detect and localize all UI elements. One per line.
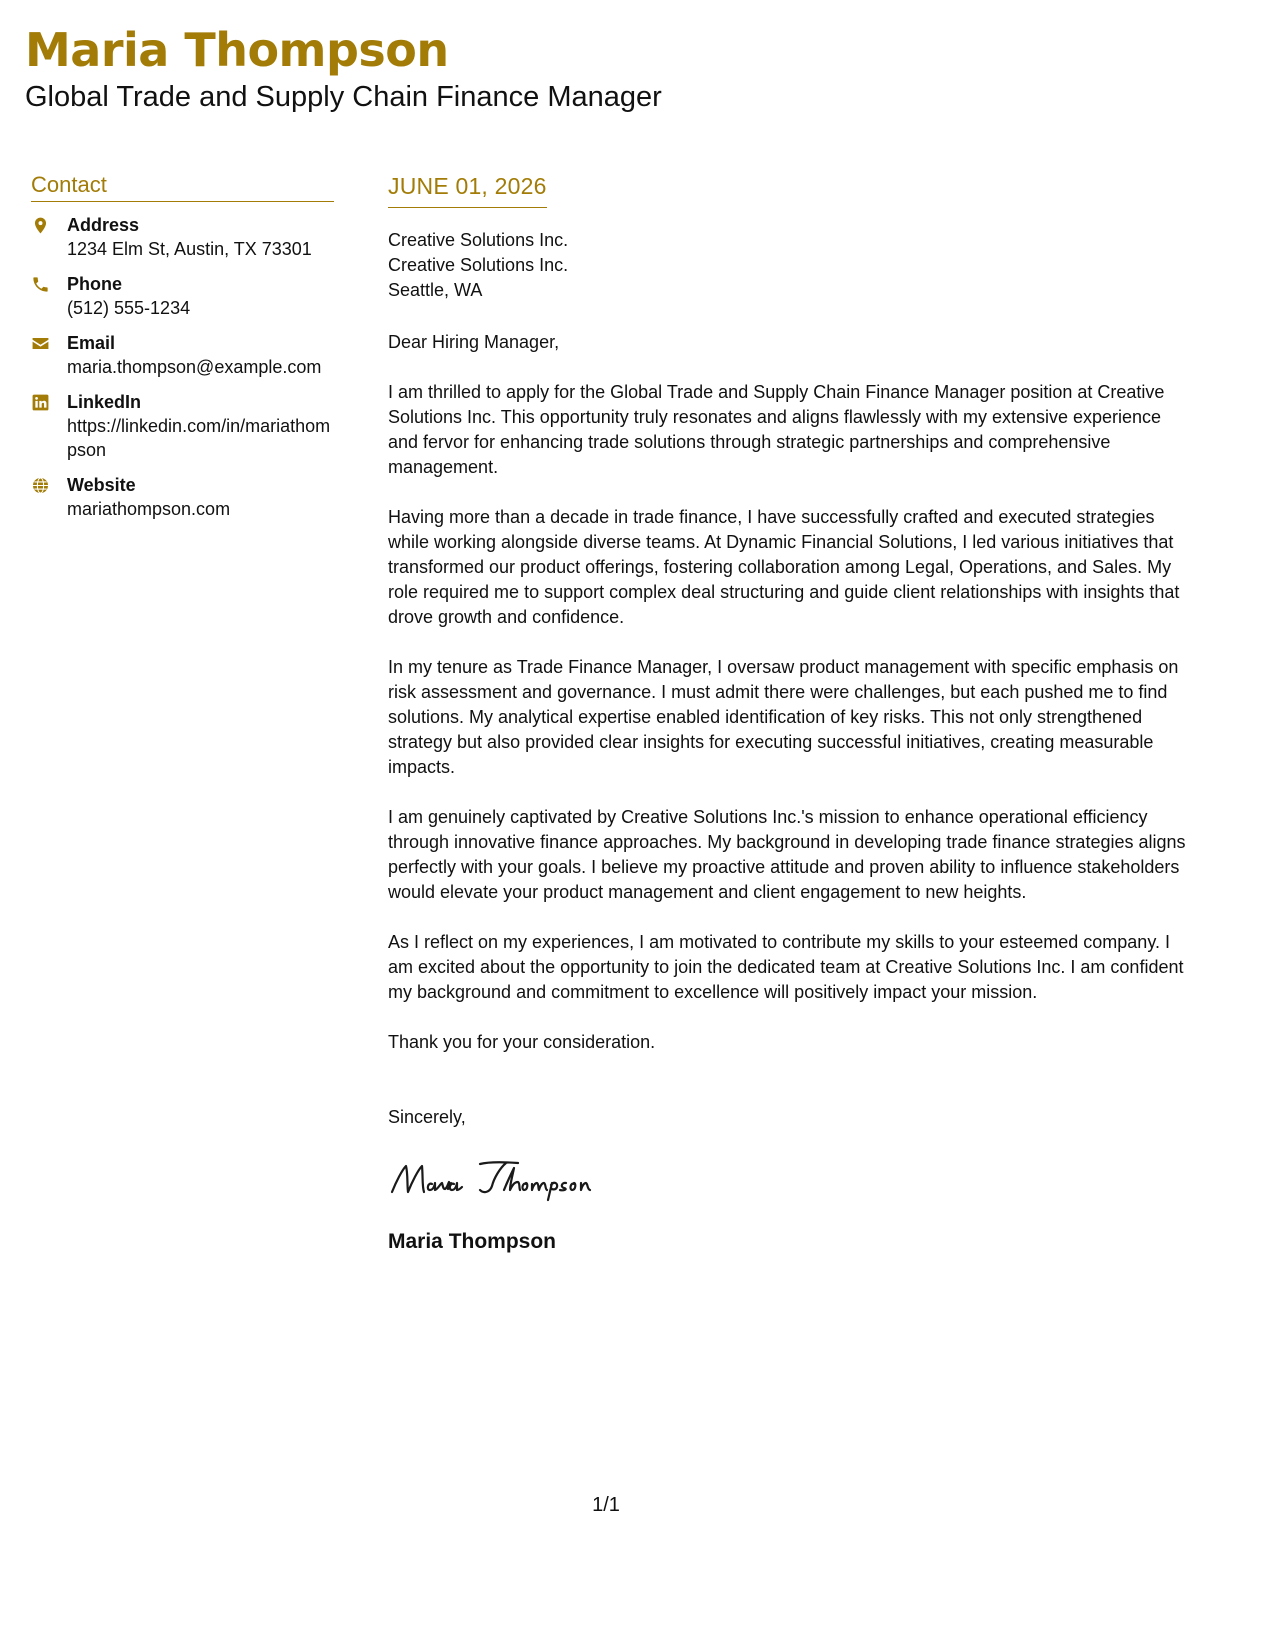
contact-label: Address (67, 215, 140, 235)
recipient-line: Creative Solutions Inc. (388, 230, 569, 250)
letter-paragraph: I am thrilled to apply for the Global Trade and Supply Chain Finance Manager position at Creative Solutions Inc. This opportunity truly resonates and aligns flawlessly with my extensive experience and fervor for enhancing trade solutions through strategic partnerships and comprehensive management. (388, 382, 1165, 477)
phone-value: (512) 555-1234 (67, 298, 191, 318)
letter-paragraph: As I reflect on my experiences, I am motivated to contribute my skills to your esteemed company. I am excited about the opportunity to join the dedicated team at Creative Solutions Inc. I am confident my background and commitment to excellence will positively impact your mission. (388, 932, 1184, 1002)
salutation: Dear Hiring Manager, (388, 332, 560, 352)
recipient-line: Creative Solutions Inc. (388, 255, 569, 275)
letter-paragraph: I am genuinely captivated by Creative Solutions Inc.'s mission to enhance operational efficiency through innovative finance approaches. My background in developing trade finance strategies aligns perfectly with your goals. I believe my proactive attitude and proven ability to influence stakeholders would elevate your product management and client engagement to new heights. (388, 807, 1186, 902)
globe-icon (31, 473, 67, 497)
website-value[interactable]: mariathompson.com (67, 499, 231, 519)
recipient-line: Seattle, WA (388, 280, 483, 300)
contact-item-phone (31, 272, 334, 320)
contact-label: Website (67, 475, 136, 495)
letter-paragraph: In my tenure as Trade Finance Manager, I oversaw product management with specific emphasis on risk assessment and governance. I must admit there were challenges, but each pushed me to find solutions. My analytical expertise enabled identification of key risks. This not only strengthened strategy but also provided clear insights for executing successful initiatives, creating measurable impacts. (388, 657, 1179, 777)
contact-label: Email (67, 333, 116, 353)
linkedin-icon (31, 390, 67, 414)
letter-body (388, 172, 1188, 1255)
page-number: 1/1 (592, 1494, 620, 1516)
handwritten-signature (388, 1152, 648, 1214)
recipient-block (388, 228, 1188, 303)
contact-item-address (31, 213, 334, 261)
phone-icon (31, 272, 67, 296)
envelope-icon (31, 331, 67, 355)
email-value[interactable]: maria.thompson@example.com (67, 357, 322, 377)
contact-item-linkedin (31, 390, 334, 462)
address-value: 1234 Elm St, Austin, TX 73301 (67, 239, 312, 259)
letter-date: JUNE 01, 2026 (388, 172, 547, 208)
map-pin-icon (31, 213, 67, 237)
contact-item-email (31, 331, 334, 379)
letter-paragraph: Thank you for your consideration. (388, 1032, 656, 1052)
contact-sidebar (31, 172, 334, 532)
closing: Sincerely, (388, 1107, 466, 1127)
linkedin-value[interactable]: https://linkedin.com/in/mariathompson (67, 416, 331, 460)
contact-item-website (31, 473, 334, 521)
signed-name: Maria Thompson (388, 1230, 557, 1253)
letter-paragraph: Having more than a decade in trade finance, I have successfully crafted and executed strategies while working alongside diverse teams. At Dynamic Financial Solutions, I led various initiatives that transformed our product offerings, fostering collaboration among Legal, Operations, and Sales. My role required me to support complex deal structuring and guide client relationships with insights that drove growth and confidence. (388, 507, 1180, 627)
contact-label: LinkedIn (67, 392, 142, 412)
letter-header (25, 22, 662, 114)
applicant-name: Maria Thompson (25, 23, 449, 77)
contact-heading: Contact (31, 172, 334, 202)
contact-label: Phone (67, 274, 123, 294)
job-title: Global Trade and Supply Chain Finance Manager (25, 81, 662, 113)
